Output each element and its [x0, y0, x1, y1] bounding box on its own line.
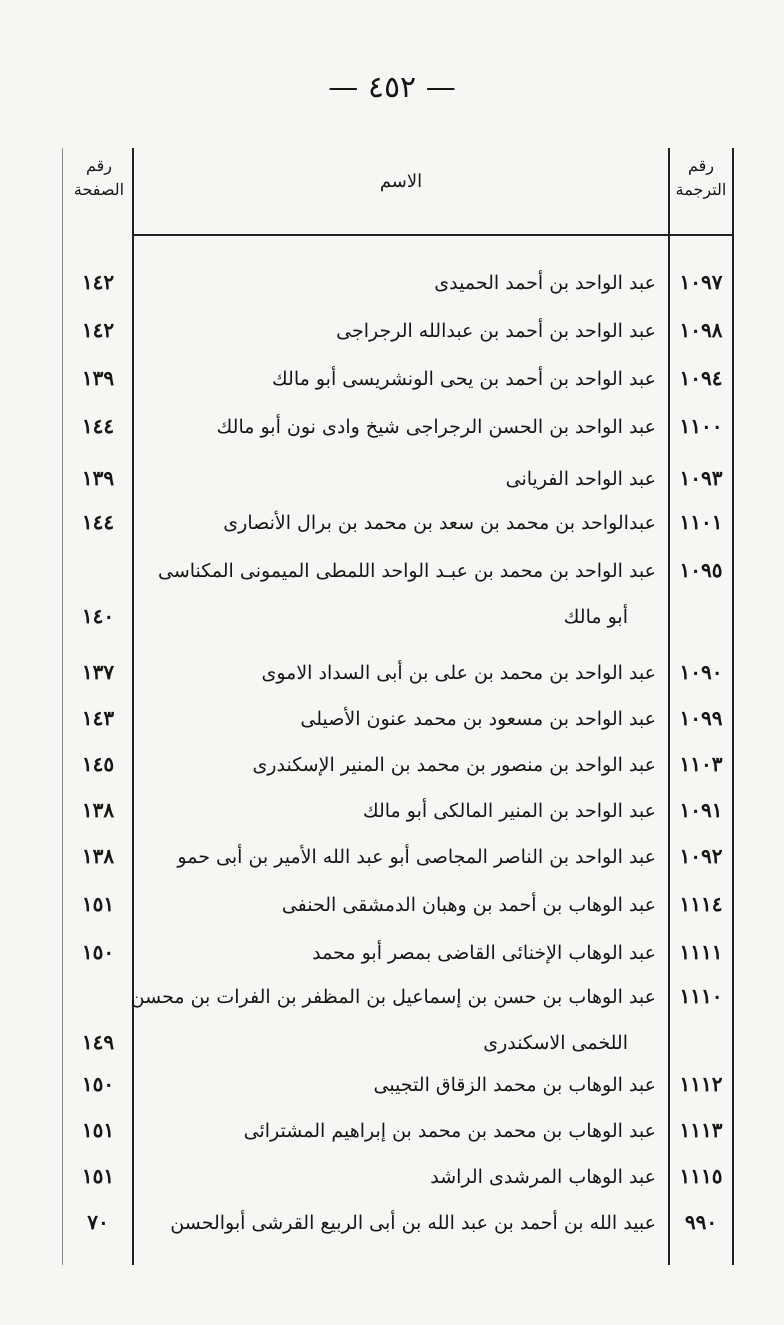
page-reference: ١٤٠ [81, 604, 115, 628]
entry-number: ١١١٥ [679, 1164, 723, 1188]
header-name: الاسم [379, 171, 423, 192]
header-entry-number [670, 154, 732, 202]
header-page-number [66, 154, 132, 202]
entry-number: ١٠٩١ [679, 798, 723, 822]
page-reference: ١٣٩ [81, 466, 115, 490]
entry-number: ١١١١ [679, 940, 723, 964]
page-reference: ١٤٢ [81, 270, 115, 294]
page-reference: ١٤٣ [81, 706, 115, 730]
page-reference: ١٥٠ [81, 940, 115, 964]
entry-number: ١٠٩٧ [679, 270, 723, 294]
header-page-line1: رقم [85, 156, 113, 175]
entry-name: عبيد الله بن أحمد بن عبد الله بن أبى الربيع القرشى أبوالحسن [170, 1212, 656, 1234]
entry-name: عبد الواحد بن محمد بن على بن أبى السداد الاموى [261, 662, 656, 684]
index-table [58, 140, 736, 1265]
page-reference: ١٥١ [81, 892, 115, 916]
page-reference: ١٣٨ [81, 798, 115, 822]
entry-name: عبد الواحد بن مسعود بن محمد عنون الأصيلى [300, 708, 656, 730]
page-reference: ١٤٢ [81, 318, 115, 342]
entry-number: ١٠٩٩ [679, 706, 723, 730]
page-reference: ١٣٩ [81, 366, 115, 390]
entry-number: ١٠٩٨ [679, 318, 723, 342]
entry-name: عبد الواحد بن أحمد الحميدى [434, 272, 656, 294]
page-reference: ١٤٤ [81, 414, 115, 438]
table-border-left [62, 148, 63, 1265]
entry-number: ١١١٠ [679, 984, 723, 1008]
entry-name: عبدالواحد بن محمد بن سعد بن محمد بن برال الأنصارى [223, 512, 656, 534]
entry-number: ١٠٩٠ [679, 660, 723, 684]
page-reference: ١٣٧ [81, 660, 115, 684]
page-reference: ١٤٩ [81, 1030, 115, 1054]
page-reference: ١٣٨ [81, 844, 115, 868]
header-page-line2: الصفحة [73, 180, 125, 199]
entry-name: اللخمى الاسكندرى [483, 1032, 628, 1054]
page-reference: ١٥١ [81, 1118, 115, 1142]
entry-number: ١١٠٣ [679, 752, 723, 776]
page-reference: ٧٠ [87, 1210, 109, 1234]
entry-number: ١١١٢ [679, 1072, 723, 1096]
entry-number: ١٠٩٣ [679, 466, 723, 490]
entry-name: عبد الوهاب الإخنائى القاضى بمصر أبو محمد [312, 942, 656, 964]
entry-name: عبد الوهاب المرشدى الراشد [430, 1166, 656, 1188]
header-num-line1: رقم [687, 156, 715, 175]
entry-number: ١١٠٠ [679, 414, 723, 438]
header-divider [132, 234, 732, 236]
page-reference: ١٥١ [81, 1164, 115, 1188]
table-border-right [732, 148, 734, 1265]
page-number: — ٤٥٢ — [328, 70, 456, 105]
header-num-line2: الترجمة [675, 180, 727, 199]
page-reference: ١٤٥ [81, 752, 115, 776]
entry-number: ١٠٩٢ [679, 844, 723, 868]
entry-name: عبد الوهاب بن محمد بن محمد بن إبراهيم المشترائى [243, 1120, 656, 1142]
entry-name: عبد الواحد بن محمد بن عبـد الواحد اللمطى الميمونى المكناسى [158, 560, 656, 582]
entry-name: عبد الوهاب بن أحمد بن وهبان الدمشقى الحنفى [281, 894, 656, 916]
entry-name: عبد الواحد بن الحسن الرجراجى شيخ وادى نون أبو مالك [216, 416, 656, 438]
entry-name: عبد الواحد بن منصور بن محمد بن المنير الإسكندرى [252, 754, 656, 776]
entry-number: ١٠٩٤ [679, 366, 723, 390]
entry-name: عبد الواحد الفريانى [505, 468, 656, 490]
entry-number: ٩٩٠ [684, 1210, 718, 1234]
entry-name: عبد الواحد بن الناصر المجاصى أبو عبد الله الأمير بن أبى حمو [177, 846, 656, 868]
entry-name: أبو مالك [563, 606, 628, 628]
page-reference: ١٥٠ [81, 1072, 115, 1096]
entry-number: ١٠٩٥ [679, 558, 723, 582]
entry-name: عبد الواحد بن المنير المالكى أبو مالك [362, 800, 656, 822]
entry-name: عبد الوهاب بن محمد الزقاق التجيبى [373, 1074, 656, 1096]
entry-name: عبد الواحد بن أحمد بن يحى الونشريسى أبو مالك [272, 368, 656, 390]
entry-number: ١١١٤ [679, 892, 723, 916]
page-reference: ١٤٤ [81, 510, 115, 534]
entry-number: ١١٠١ [679, 510, 723, 534]
entry-name: عبد الوهاب بن حسن بن إسماعيل بن المظفر بن الفرات بن محسن [130, 986, 656, 1008]
entry-name: عبد الواحد بن أحمد بن عبدالله الرجراجى [336, 320, 656, 342]
entry-number: ١١١٣ [679, 1118, 723, 1142]
